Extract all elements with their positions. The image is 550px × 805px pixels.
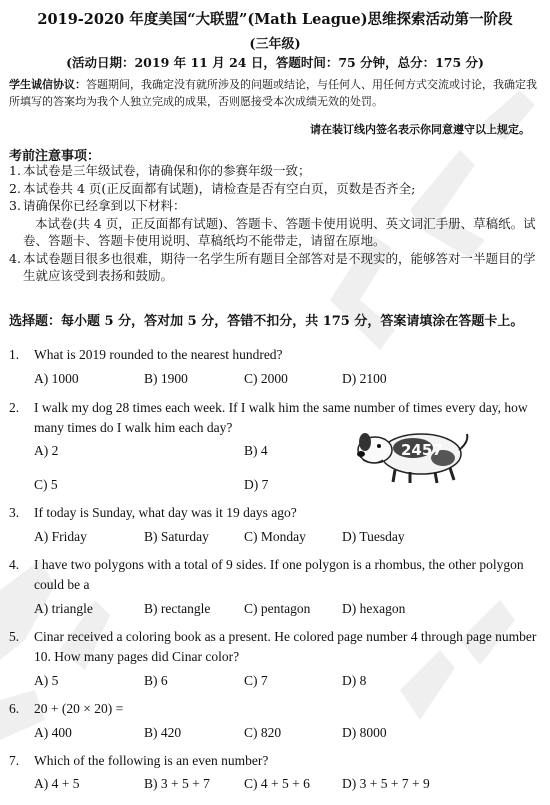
option-a[interactable]: A) 1000 — [34, 371, 79, 386]
note-text: 本试卷是三年级试卷，请确保和你的参赛年级一致； — [23, 163, 311, 178]
option-c[interactable]: C) 2000 — [244, 371, 288, 386]
note-item — [9, 162, 545, 180]
note-number: 1. — [9, 163, 21, 178]
note-item — [9, 250, 545, 285]
question-7 — [9, 751, 544, 771]
question-stem: 20 + (20 × 20) = — [34, 701, 124, 716]
question-stem: I walk my dog 28 times each week. If I walk him the same number of times every day, how many times do I walk him each day? — [34, 400, 528, 435]
exam-info: (活动日期：2019 年 11 月 24 日，答题时间：75 分钟，总分：175 分) — [66, 55, 484, 70]
question-stem: What is 2019 rounded to the nearest hundred? — [34, 347, 283, 362]
question-4 — [9, 555, 544, 595]
option-c[interactable]: C) 4 + 5 + 6 — [244, 776, 310, 791]
note-number: 4. — [9, 250, 21, 266]
option-b[interactable]: B) 420 — [144, 725, 182, 740]
question-stem: Cinar received a coloring book as a present. He colored page number 4 through page number 10. How many pages did Cinar color? — [34, 629, 537, 664]
question-1 — [9, 345, 544, 365]
note-text-line: 请确保你已经拿到以下材料： — [23, 198, 186, 213]
option-a[interactable]: A) 4 + 5 — [34, 776, 80, 791]
option-b[interactable]: B) 4 — [244, 443, 268, 458]
note-text: 本试卷题目很多也很难，期待一名学生所有题目全部答对是不现实的，能够答对一半题目的学生就应该受到表扬和鼓励。 — [23, 250, 536, 283]
grade-label: (三年级) — [249, 37, 301, 52]
option-b[interactable]: B) 6 — [144, 673, 168, 688]
option-d[interactable]: D) 8000 — [342, 725, 387, 740]
question-number: 5. — [9, 629, 20, 644]
question-number: 1. — [9, 347, 20, 362]
option-a[interactable]: A) 400 — [34, 725, 72, 740]
option-d[interactable]: D) 2100 — [342, 371, 387, 386]
option-c[interactable]: C) pentagon — [244, 601, 311, 616]
note-materials: 本试卷(共 4 页，正反面都有试题)、答题卡、答题卡使用说明、英文词汇手册、草稿纸。试卷、答题卡、答题卡使用说明、草稿纸均不能带走，请留在原地。 — [23, 215, 536, 248]
note-number: 2. — [9, 180, 21, 196]
note-text: 本试卷共 4 页(正反面都有试题)，请检查是否有空白页，页数是否齐全; — [23, 180, 416, 196]
option-c[interactable]: C) 7 — [244, 673, 268, 688]
question-stem: I have two polygons with a total of 9 sides. If one polygon is a rhombus, the other polygon could be a — [34, 557, 524, 592]
question-stem: If today is Sunday, what day was it 19 days ago? — [34, 505, 297, 520]
note-item — [9, 180, 545, 198]
question-number: 6. — [9, 701, 20, 716]
integrity-text: 答题期间，我确定没有就所涉及的问题或结论，与任何人、用任何方式交流或讨论，我确定我所填写的答案均为我个人独立完成的成果，否则愿接受本次成绩无效的处罚。 — [9, 78, 537, 108]
question-6 — [9, 699, 544, 719]
option-d[interactable]: D) 8 — [342, 673, 367, 688]
dog-illustration — [355, 420, 473, 486]
integrity-label: 学生诚信协议： — [9, 78, 86, 91]
option-d[interactable]: D) hexagon — [342, 601, 406, 616]
option-b[interactable]: B) 3 + 5 + 7 — [144, 776, 210, 791]
notes-list — [9, 162, 545, 285]
dog-number: 2457 — [401, 441, 443, 459]
option-c[interactable]: C) 820 — [244, 725, 282, 740]
note-item — [9, 197, 545, 250]
question-5 — [9, 627, 544, 667]
note-text — [23, 197, 545, 250]
option-a[interactable]: A) 5 — [34, 673, 59, 688]
signature-instruction: 请在装订线内签名表示你同意遵守以上规定。 — [310, 123, 530, 136]
question-3 — [9, 503, 544, 523]
option-d[interactable]: D) 7 — [244, 477, 269, 492]
notes-title: 考前注意事项： — [9, 149, 101, 164]
note-number: 3. — [9, 198, 21, 213]
option-a[interactable]: A) triangle — [34, 601, 93, 616]
exam-title: 2019-2020 年度美国“大联盟”(Math League)思维探索活动第一阶段 — [37, 11, 513, 28]
section-heading: 选择题：每小题 5 分，答对加 5 分，答错不扣分，共 175 分，答案请填涂在答题卡上。 — [9, 314, 524, 329]
option-b[interactable]: B) rectangle — [144, 601, 211, 616]
option-a[interactable]: A) Friday — [34, 529, 87, 544]
option-d[interactable]: D) 3 + 5 + 7 + 9 — [342, 776, 430, 791]
integrity-agreement — [9, 76, 543, 110]
option-a[interactable]: A) 2 — [34, 443, 59, 458]
option-b[interactable]: B) Saturday — [144, 529, 209, 544]
question-number: 3. — [9, 505, 20, 520]
question-number: 2. — [9, 400, 20, 415]
question-number: 7. — [9, 753, 20, 768]
question-number: 4. — [9, 557, 20, 572]
option-c[interactable]: C) Monday — [244, 529, 306, 544]
option-b[interactable]: B) 1900 — [144, 371, 188, 386]
question-stem: Which of the following is an even number? — [34, 753, 269, 768]
option-d[interactable]: D) Tuesday — [342, 529, 405, 544]
option-c[interactable]: C) 5 — [34, 477, 58, 492]
